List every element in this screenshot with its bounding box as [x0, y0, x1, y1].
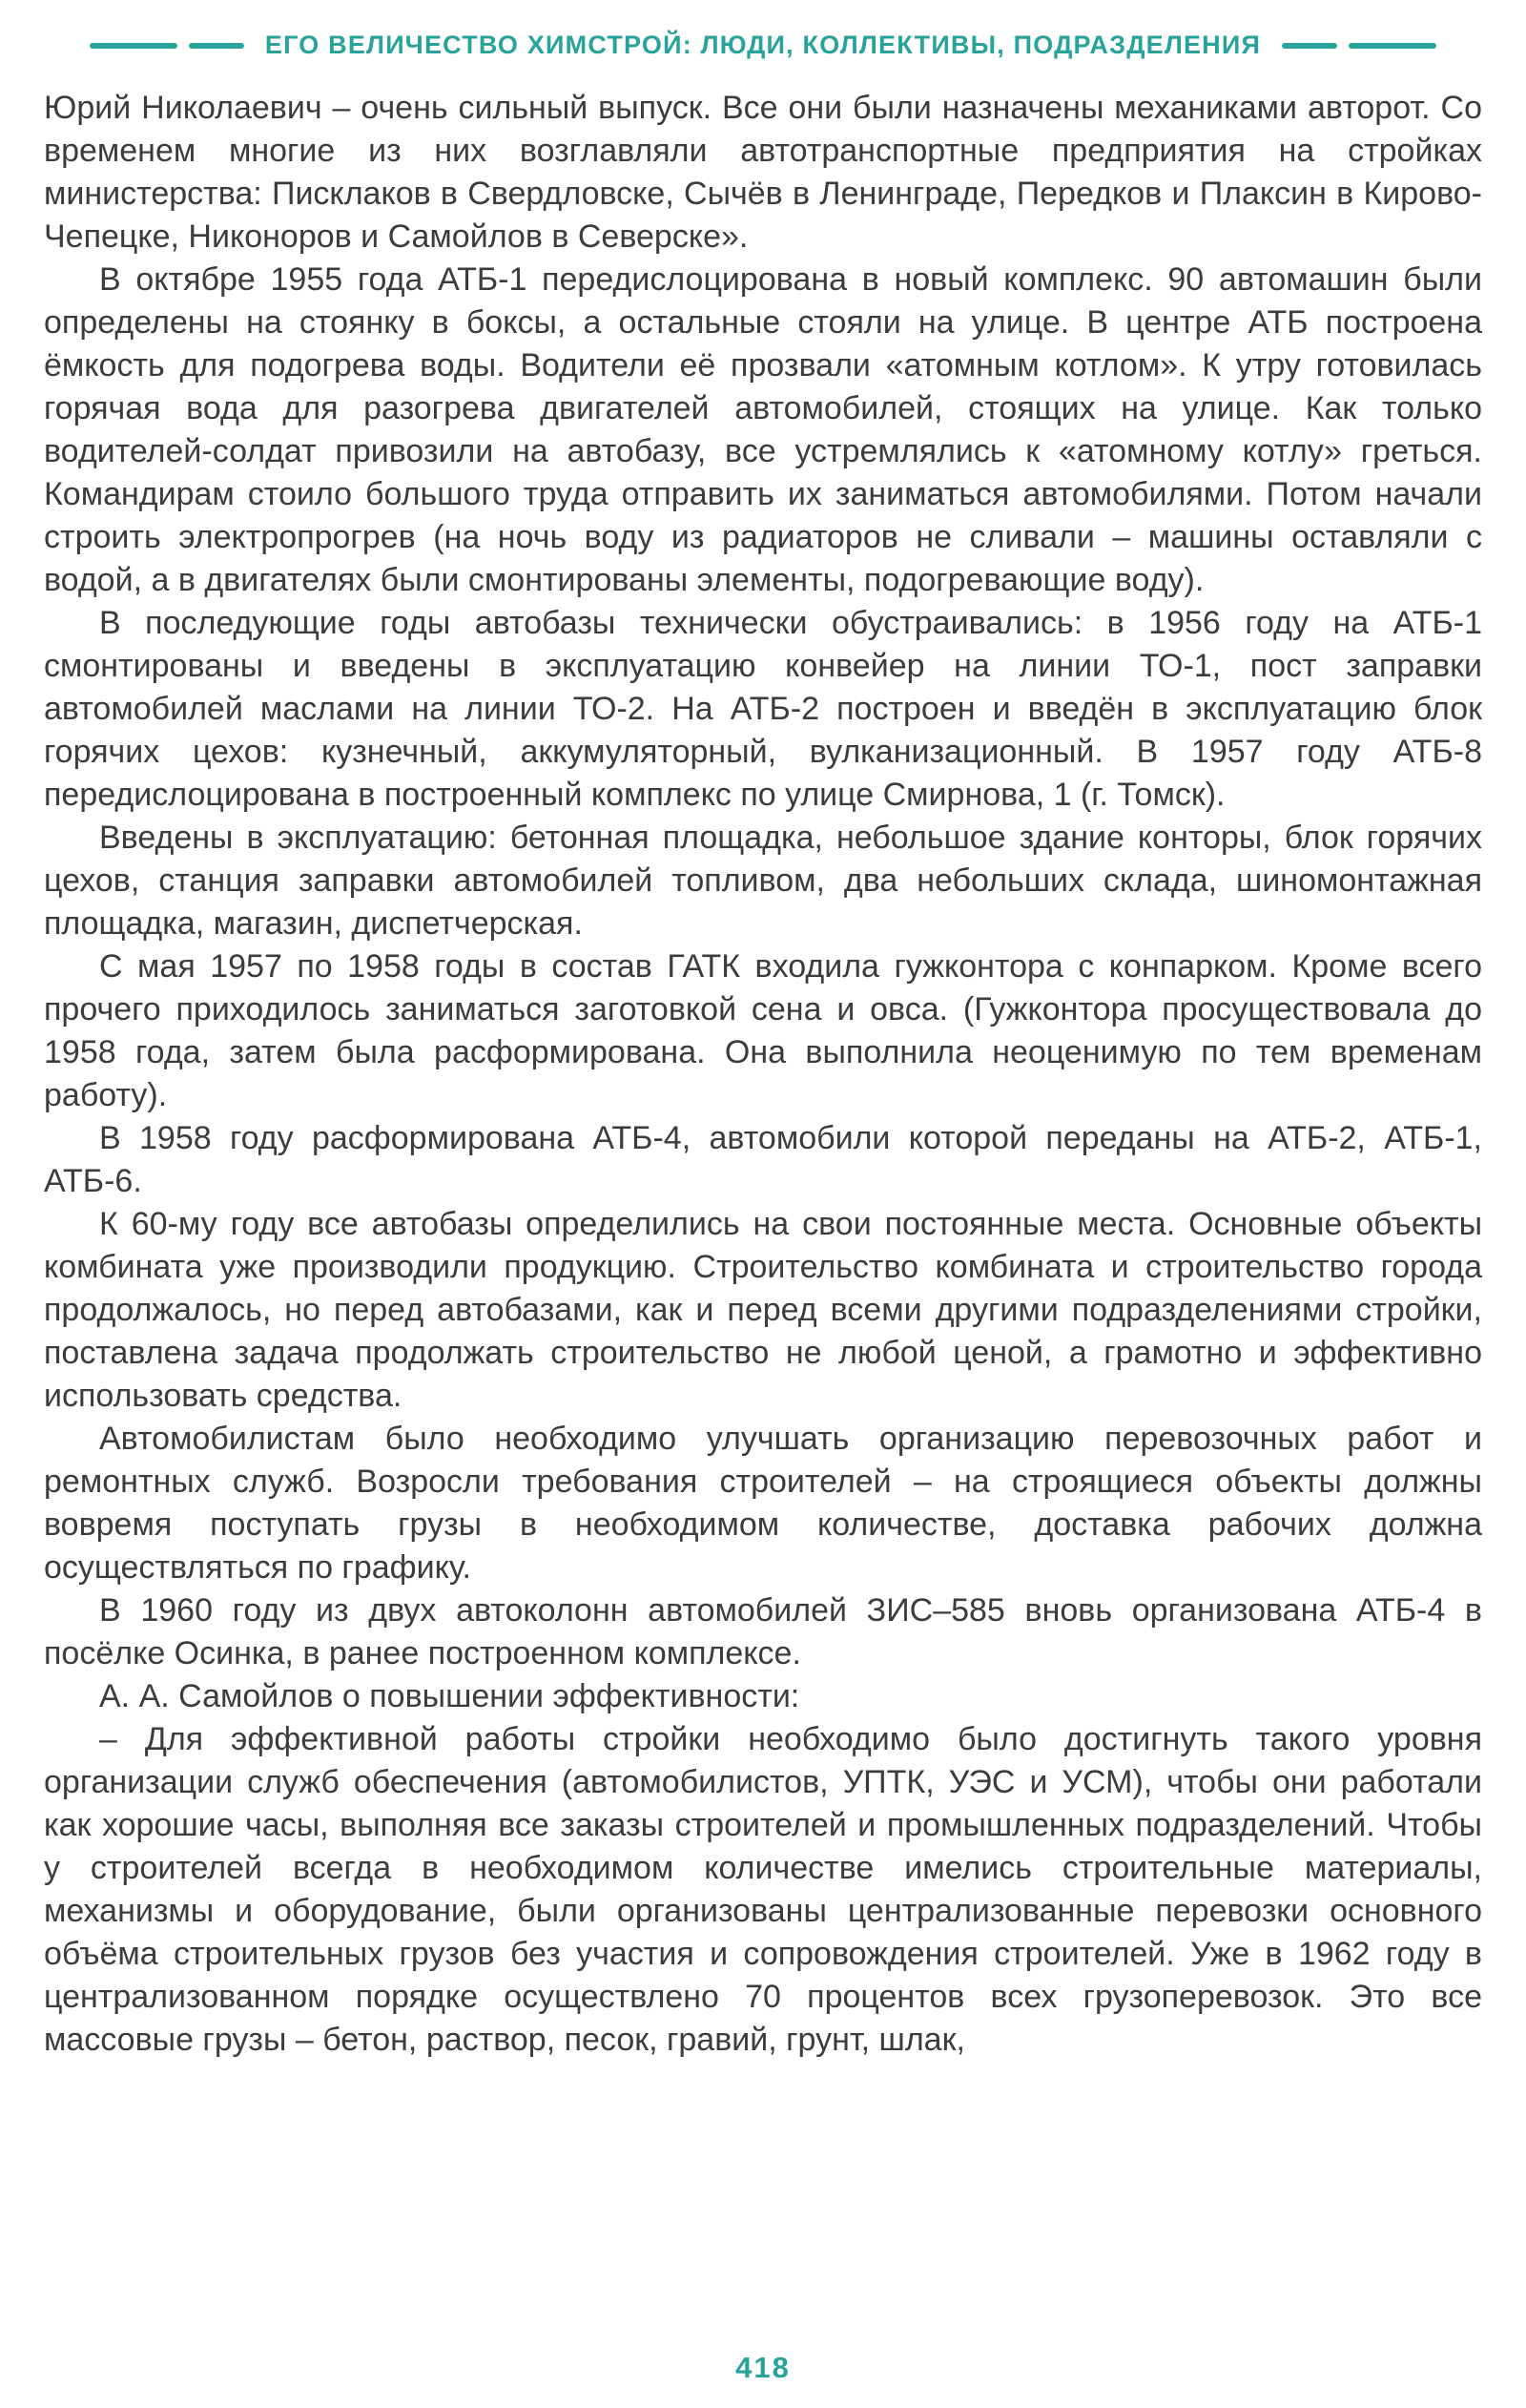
paragraph: В последующие годы автобазы технически обустраивались: в 1956 году на АТБ-1 смонтированы и введены в эксплуатацию конвейер на линии ТО-1, пост заправки автомобилей маслами на линии ТО-2. На АТБ-2 построен и введён в эксплуатацию блок горячих цехов: кузнечный, аккумуляторный, вулканизационный. В 1957 году АТБ-8 передислоцирована в построенный комплекс по улице Смирнова, 1 (г. Томск). [44, 605, 1482, 813]
header-rule-right-outer [1349, 43, 1436, 49]
header-rule-left-inner [189, 43, 244, 49]
paragraph: А. А. Самойлов о повышении эффективности: [99, 1678, 800, 1714]
header-rule-left-outer [90, 43, 177, 49]
page-title: ЕГО ВЕЛИЧЕСТВО ХИМСТРОЙ: ЛЮДИ, КОЛЛЕКТИВЫ, ПОДРАЗДЕЛЕНИЯ [264, 31, 1262, 59]
header-rule-right-inner [1282, 43, 1337, 49]
paragraph: Юрий Николаевич – очень сильный выпуск. Все они были назначены механиками авторот. Со временем многие из них возглавляли автотранспортные предприятия на стройках министерства: Писклаков в Свердловске, Сычёв в Ленинграде, Передков и Плаксин в Кирово-Чепецке, Никоноров и Самойлов в Северске». [44, 90, 1482, 255]
paragraph: В 1958 году расформирована АТБ-4, автомобили которой переданы на АТБ-2, АТБ-1, АТБ-6. [44, 1120, 1482, 1199]
paragraph: С мая 1957 по 1958 годы в состав ГАТК входила гужконтора с конпарком. Кроме всего прочего приходилось заниматься заготовкой сена и овса. (Гужконтора просуществовала до 1958 года, затем была расформирована. Она выполнила неоценимую по тем временам работу). [44, 948, 1482, 1113]
page-header [44, 31, 1482, 60]
body-text [44, 87, 1482, 2337]
paragraph: – Для эффективной работы стройки необходимо было достигнуть такого уровня организации служб обеспечения (автомобилистов, УПТК, УЭС и УСМ), чтобы они работали как хорошие часы, выполняя все заказы строителей и промышленных подразделений. Чтобы у строителей всегда в необходимом количестве имелись строительные материалы, механизмы и оборудование, были организованы централизованные перевозки основного объёма строительных грузов без участия и сопровождения строителей. Уже в 1962 году в централизованном порядке осуществлено 70 процентов всех грузоперевозок. Это все массовые грузы – бетон, раствор, песок, гравий, грунт, шлак, [44, 1721, 1482, 2058]
paragraph: К 60-му году все автобазы определились на свои постоянные места. Основные объекты комбината уже производили продукцию. Строительство комбината и строительство города продолжалось, но перед автобазами, как и перед всеми другими подразделениями стройки, поставлена задача продолжать строительство не любой ценой, а грамотно и эффективно использовать средства. [44, 1206, 1482, 1414]
paragraph: В октябре 1955 года АТБ-1 передислоцирована в новый комплекс. 90 автомашин были определены на стоянку в боксы, а остальные стояли на улице. В центре АТБ построена ёмкость для подогрева воды. Водители её прозвали «атомным котлом». К утру готовилась горячая вода для разогрева двигателей автомобилей, стоящих на улице. Как только водителей-солдат привозили на автобазу, все устремлялись к «атомному котлу» греться. Командирам стоило большого труда отправить их заниматься автомобилями. Потом начали строить электропрогрев (на ночь воду из радиаторов не сливали – машины оставляли с водой, а в двигателях были смонтированы элементы, подогревающие воду). [44, 261, 1482, 598]
paragraph: Введены в эксплуатацию: бетонная площадка, небольшое здание конторы, блок горячих цехов, станция заправки автомобилей топливом, два небольших склада, шиномонтажная площадка, магазин, диспетчерская. [44, 820, 1482, 942]
paragraph: В 1960 году из двух автоколонн автомобилей ЗИС–585 вновь организована АТБ-4 в посёлке Осинка, в ранее построенном комплексе. [44, 1592, 1482, 1671]
paragraph: Автомобилистам было необходимо улучшать организацию перевозочных работ и ремонтных служб. Возросли требования строителей – на строящиеся объекты должны вовремя поступать грузы в необходимом количестве, доставка рабочих должна осуществляться по графику. [44, 1421, 1482, 1586]
page-number: 418 [735, 2351, 791, 2384]
